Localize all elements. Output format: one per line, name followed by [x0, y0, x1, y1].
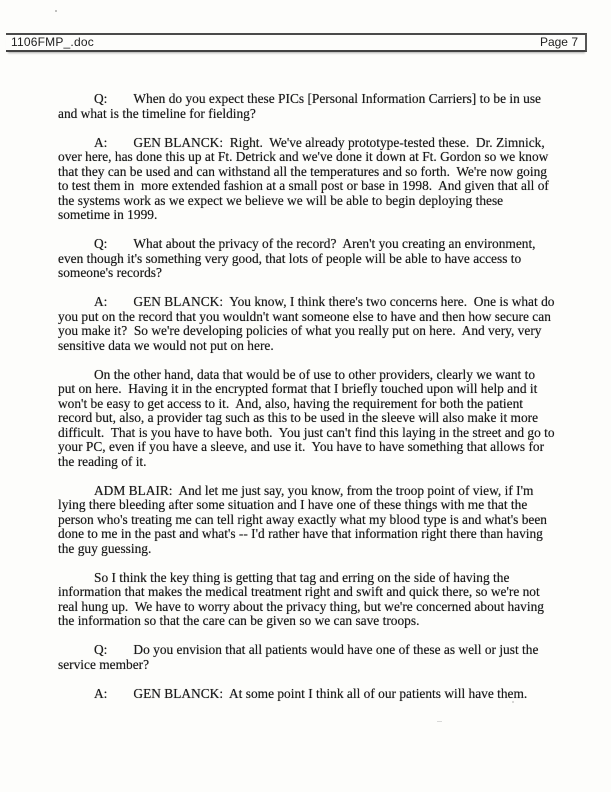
paragraph — [58, 136, 555, 223]
paragraph — [58, 643, 555, 672]
paragraph — [58, 687, 555, 702]
paragraph — [58, 366, 558, 470]
paragraph-text: GEN BLANCK: You know, I think there's two concerns here. One is what do you put on the record that you wouldn't want someone else to have and then how secure can you make it? So we're developing policies of what you really put on here. And very, very sensitive data we would not put on here. — [58, 294, 558, 353]
speaker-label: Q: — [94, 91, 108, 106]
page-number: Page 7 — [539, 35, 578, 49]
speaker-label: A: — [94, 685, 108, 701]
paragraph-text: Do you envision that all patients would have one of these as well or just the service member? — [58, 642, 542, 672]
paragraph-text: When do you expect these PICs [Personal Information Carriers] to be in use and what is the timeline for fielding? — [58, 91, 545, 121]
speaker-label: Q: — [94, 642, 108, 657]
speaker-label: A: — [94, 134, 108, 150]
document-filename: 1106FMP_.doc — [11, 35, 94, 49]
paragraph — [58, 237, 555, 281]
paragraph-text: On the other hand, data that would be of use to other providers, clearly we want to put on here. Having it in the encrypted format that I briefly touched upon will help and it won't be easy to get access to it. And, also, having the requirement for both the patient record but, also, a provider tag such as this to be used in the sleeve will also make it more difficult. That is you have to have both. You just can't find this laying in the street and go to your PC, even if you have a sleeve, and use it. You have to have something that allows for the reading of it. — [58, 366, 558, 469]
document-header — [6, 33, 587, 52]
paragraph — [58, 571, 555, 629]
scan-speck — [512, 701, 514, 703]
paragraph-text: So I think the key thing is getting that tag and erring on the side of having the information that makes the medical treatment right and swift and quick there, so we're not real hung up. We have to worry about the privacy thing, but we're concerned about having the information so that the care can be given so we can save troops. — [58, 569, 548, 628]
speaker-label: Q: — [94, 236, 108, 251]
speaker-label: A: — [94, 294, 108, 309]
document-body — [58, 91, 558, 716]
paragraph-text: GEN BLANCK: Right. We've already prototype-tested these. Dr. Zimnick, over here, has done this up at Ft. Detrick and we've done it down at Ft. Gordon so we know that they can be used and can withstand all the temperatures and so forth. We're now going to test them in more extended fashion at a small post or base in 1998. And given that all of the systems work as we expect we believe we will be able to begin deploying these sometime in 1999. — [58, 134, 553, 222]
paragraph — [58, 294, 558, 353]
scan-speck — [55, 10, 57, 12]
paragraph — [58, 92, 555, 121]
scan-speck — [437, 721, 442, 722]
paragraph — [58, 484, 555, 557]
paragraph-text: GEN BLANCK: At some point I think all of our patients will have them. — [133, 685, 528, 701]
paragraph-text: ADM BLAIR: And let me just say, you know, from the troop point of view, if I'm lying there bleeding after some situation and I have one of these things with me that the person who's treating me can tell right away exactly what my blood type is and what's been done to me in the past and what's -- I'd rather have that information right there than having the guy guessing. — [58, 482, 551, 556]
paragraph-text: What about the privacy of the record? Aren't you creating an environment, even though it's something very good, that lots of people will be able to have access to someone's records? — [58, 236, 539, 280]
